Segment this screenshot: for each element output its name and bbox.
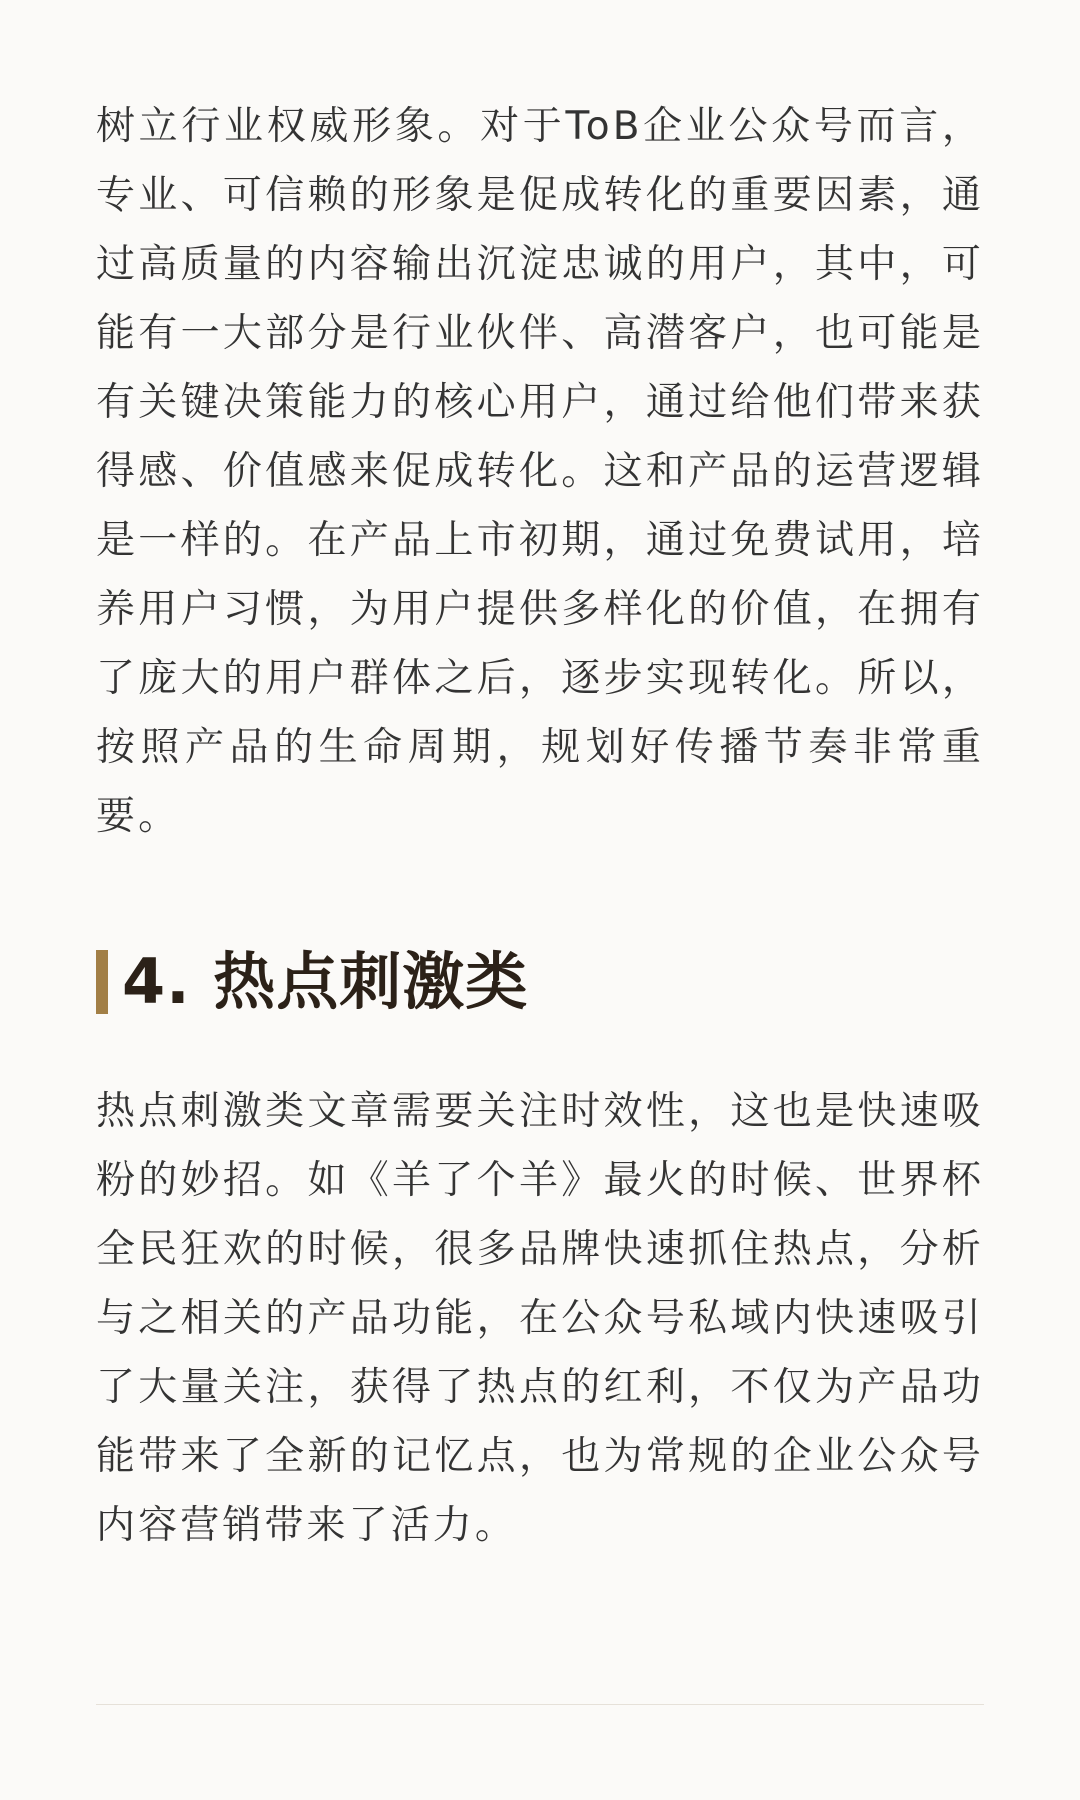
footer-divider (96, 1704, 984, 1705)
paragraph-authority: 树立行业权威形象。对于ToB企业公众号而言，专业、可信赖的形象是促成转化的重要因素，通过高质量的内容输出沉淀忠诚的用户，其中，可能有一大部分是行业伙伴、高潜客户，也可能是有关键决策能力的核心用户，通过给他们带来获得感、价值感来促成转化。这和产品的运营逻辑是一样的。在产品上市初期，通过免费试用，培养用户习惯，为用户提供多样化的价值，在拥有了庞大的用户群体之后，逐步实现转化。所以，按照产品的生命周期，规划好传播节奏非常重要。 (96, 104, 984, 839)
section-heading-title: 4. 热点刺激类 (122, 945, 529, 1018)
article-body (96, 92, 984, 1560)
heading-accent-bar (96, 950, 108, 1014)
section-heading (96, 945, 984, 1019)
paragraph-hotspot: 热点刺激类文章需要关注时效性，这也是快速吸粉的妙招。如《羊了个羊》最火的时候、世界杯全民狂欢的时候，很多品牌快速抓住热点，分析与之相关的产品功能，在公众号私域内快速吸引了大量关注，获得了热点的红利，不仅为产品功能带来了全新的记忆点，也为常规的企业公众号内容营销带来了活力。 (96, 1089, 984, 1548)
